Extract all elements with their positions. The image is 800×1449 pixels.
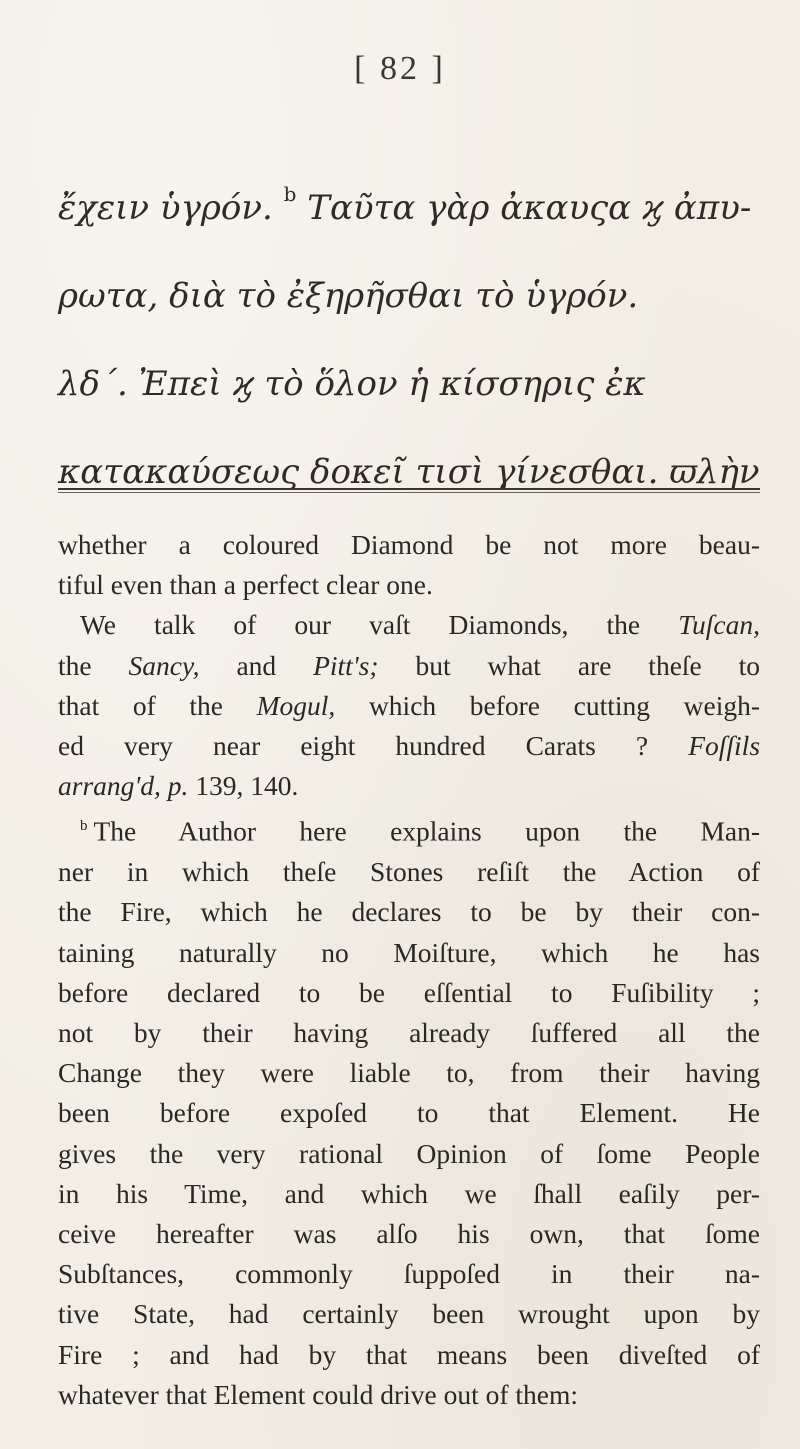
note-italic: Foſſils — [688, 730, 761, 762]
note-line: whether a coloured Diamond be not more beau- — [58, 529, 760, 560]
note-line — [58, 646, 760, 686]
note-line: gives the very rational Opinion of ſome People — [58, 1137, 760, 1169]
note-line — [58, 766, 760, 806]
note-line — [58, 605, 760, 645]
page-number: [ 82 ] — [354, 50, 446, 87]
note-text: the — [58, 649, 92, 681]
greek-line-2: ρωτα, διὰ τὸ ἐξηρῆσθαι τὸ ὑγρόν. — [58, 276, 639, 316]
note-line: tive State, had certainly been wrought upon by — [58, 1298, 760, 1330]
divider-rule — [58, 488, 760, 490]
greek-line-1 — [58, 150, 758, 252]
note-italic: p. — [167, 770, 189, 802]
note-line: whatever that Element could drive out of them: — [58, 1378, 579, 1410]
note-line: been before expoſed to that Element. He — [58, 1097, 760, 1129]
note-line: Subſtances, commonly ſuppoſed in their na- — [58, 1258, 760, 1290]
note-line — [58, 686, 760, 726]
note-line — [58, 726, 760, 766]
note-line — [58, 806, 760, 852]
note-line: ceive hereafter was alſo his own, that ſome — [58, 1217, 760, 1249]
note-line: before declared to be eſſential to Fuſibility ; — [58, 976, 760, 1008]
note-text: ed very near eight hundred Carats ? — [58, 730, 649, 762]
note-italic: Sancy, — [128, 649, 200, 681]
note-line: ner in which theſe Stones reſiſt the Action of — [58, 856, 760, 888]
note-line: taining naturally no Moiſture, which he has — [58, 936, 760, 968]
note-line: Change they were liable to, from their having — [58, 1057, 760, 1089]
greek-line-4: κατακαύσεως δοκεῖ τισὶ γίνεσθαι. ϖλὴν — [58, 452, 760, 492]
note-text: We talk of our vaſt Diamonds, the — [80, 609, 641, 641]
divider-rule-thin — [58, 492, 760, 493]
note-text: The Author here explains upon the Man- — [93, 815, 760, 847]
note-text: but what are theſe to — [415, 649, 761, 681]
note-line: in his Time, and which we ſhall eaſily per- — [58, 1177, 760, 1209]
footnote-marker: b — [283, 182, 297, 206]
note-line: not by their having already ſuffered all the — [58, 1016, 760, 1048]
note-italic: Mogul, — [256, 689, 336, 721]
note-text: which before cutting weigh- — [368, 689, 760, 721]
note-line: the Fire, which he declares to be by their con- — [58, 896, 760, 928]
note-italic: Pitt's; — [313, 649, 379, 681]
note-text: that of the — [58, 689, 223, 721]
note-italic: arrang'd, — [58, 770, 161, 802]
greek-line-3: λδ΄. Ἐπεὶ ϗ τὸ ὅλον ἡ κίσσηρις ἐκ — [58, 364, 646, 404]
note-italic: Tuſcan, — [678, 609, 760, 641]
greek-line-1-b: Ταῦτα γὰρ ἀκαυςα ϗ ἀπυ- — [307, 188, 752, 228]
notes-text — [58, 525, 760, 1415]
note-line: tiful even than a perfect clear one. — [58, 569, 433, 601]
footnote-marker: b — [80, 818, 88, 835]
greek-text — [58, 150, 758, 516]
note-text: 139, 140. — [195, 770, 299, 802]
note-line: Fire ; and had by that means been diveſted of — [58, 1338, 760, 1370]
greek-line-1-a: ἔχειν ὑγρόν. — [58, 188, 273, 228]
note-text: and — [236, 649, 277, 681]
